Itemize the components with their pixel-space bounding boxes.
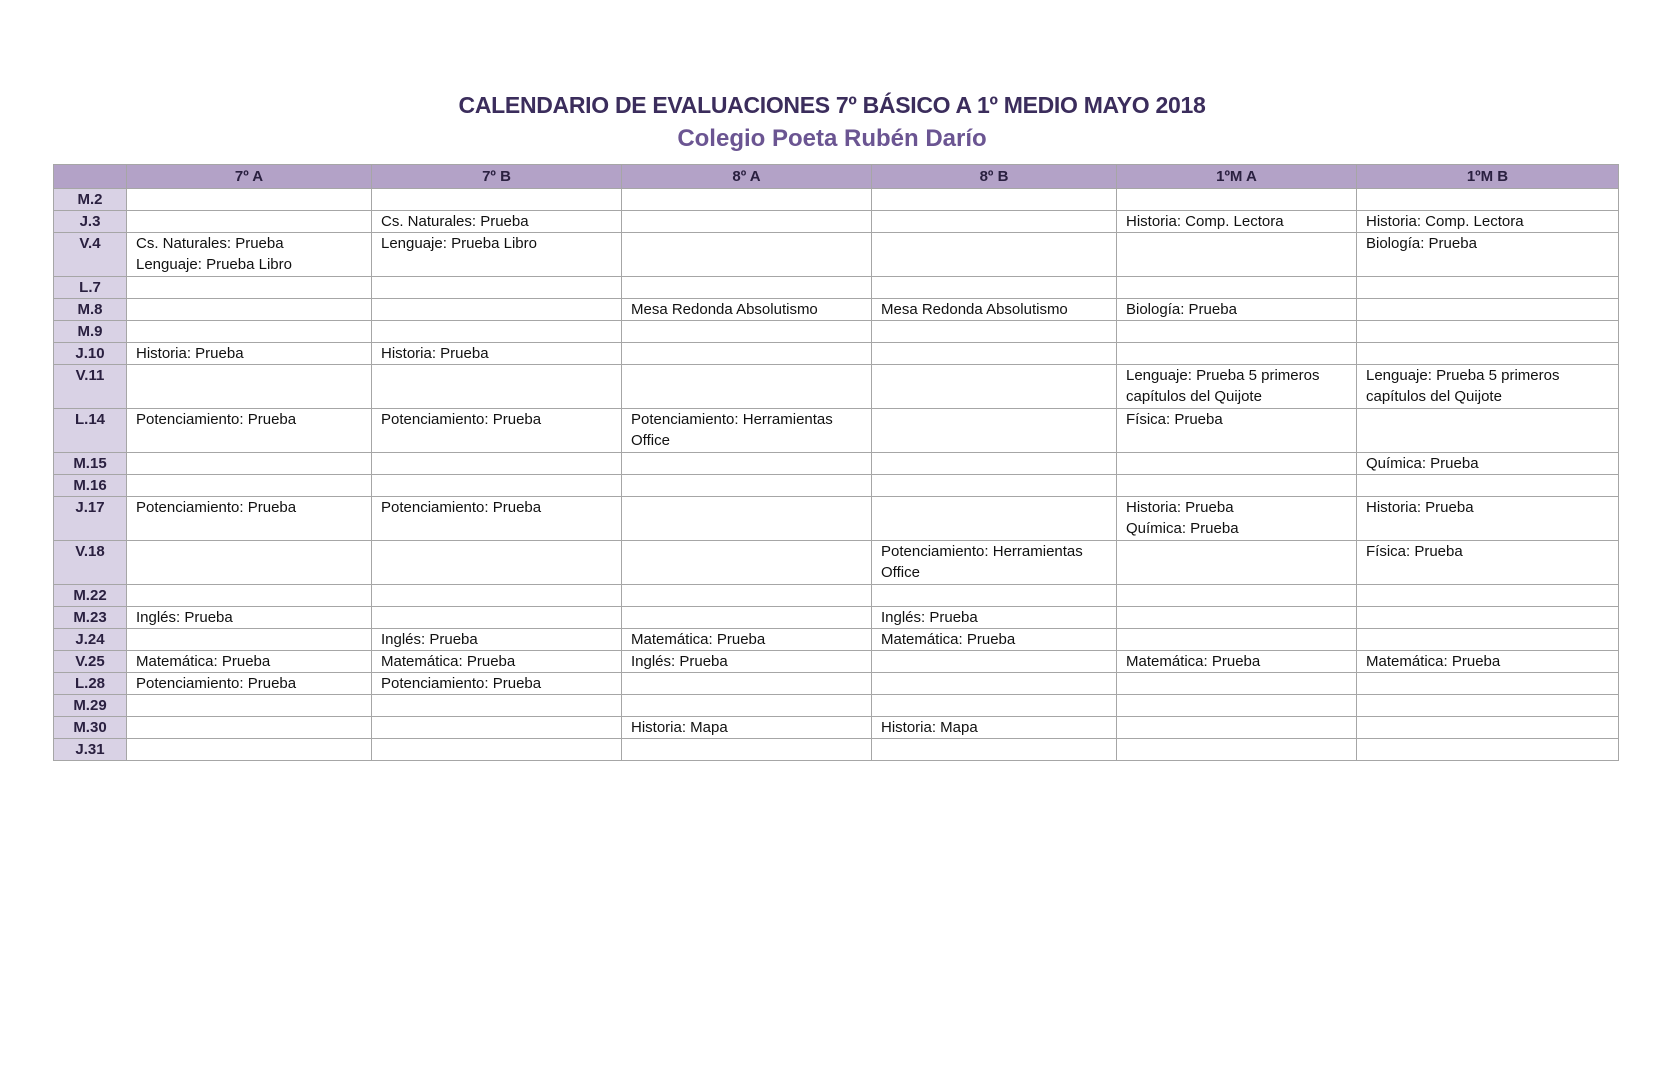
table-row	[54, 739, 1619, 761]
evaluation-cell	[127, 717, 372, 739]
evaluation-cell	[1117, 189, 1357, 211]
day-label-cell: M.2	[54, 189, 127, 211]
evaluation-cell: Potenciamiento: Prueba	[127, 497, 372, 541]
evaluation-cell	[622, 673, 872, 695]
column-header: 1ºM A	[1117, 165, 1357, 189]
table-row	[54, 365, 1619, 409]
evaluation-cell	[1117, 233, 1357, 277]
evaluation-cell	[1117, 673, 1357, 695]
evaluation-cell	[372, 453, 622, 475]
evaluation-cell	[372, 695, 622, 717]
evaluation-cell	[127, 629, 372, 651]
table-header	[54, 165, 1619, 189]
table-row	[54, 651, 1619, 673]
evaluation-cell	[872, 233, 1117, 277]
evaluation-cell	[372, 365, 622, 409]
evaluation-cell	[372, 277, 622, 299]
evaluation-cell	[622, 497, 872, 541]
table-row	[54, 233, 1619, 277]
evaluation-cell	[372, 607, 622, 629]
evaluation-cell	[1357, 277, 1619, 299]
day-label-cell: V.4	[54, 233, 127, 277]
evaluation-cell	[372, 585, 622, 607]
column-header: 1ºM B	[1357, 165, 1619, 189]
evaluation-cell	[1117, 343, 1357, 365]
evaluation-cell: Historia: Prueba	[127, 343, 372, 365]
day-label-cell: M.15	[54, 453, 127, 475]
day-label-cell: J.31	[54, 739, 127, 761]
evaluation-cell	[872, 321, 1117, 343]
evaluation-cell: Inglés: Prueba	[127, 607, 372, 629]
evaluation-cell	[622, 453, 872, 475]
evaluation-cell	[127, 695, 372, 717]
table-row	[54, 673, 1619, 695]
day-label-cell: L.14	[54, 409, 127, 453]
evaluation-cell	[872, 475, 1117, 497]
evaluation-cell	[872, 453, 1117, 475]
evaluation-cell: Cs. Naturales: Prueba Lenguaje: Prueba Libro	[127, 233, 372, 277]
evaluation-cell	[872, 343, 1117, 365]
header-corner-cell	[54, 165, 127, 189]
evaluation-cell	[1117, 629, 1357, 651]
evaluation-cell	[127, 299, 372, 321]
evaluation-cell	[372, 541, 622, 585]
table-row	[54, 717, 1619, 739]
evaluation-cell: Biología: Prueba	[1117, 299, 1357, 321]
evaluation-cell: Historia: Prueba	[1357, 497, 1619, 541]
day-label-cell: M.30	[54, 717, 127, 739]
table-row	[54, 585, 1619, 607]
evaluation-cell: Matemática: Prueba	[622, 629, 872, 651]
table-row	[54, 629, 1619, 651]
day-label-cell: J.17	[54, 497, 127, 541]
evaluation-cell: Matemática: Prueba	[372, 651, 622, 673]
evaluation-cell: Cs. Naturales: Prueba	[372, 211, 622, 233]
evaluation-cell	[1117, 475, 1357, 497]
evaluation-calendar-table-wrapper	[53, 164, 1618, 761]
day-label-cell: J.24	[54, 629, 127, 651]
evaluation-cell	[1357, 299, 1619, 321]
evaluation-cell: Lenguaje: Prueba Libro	[372, 233, 622, 277]
evaluation-cell	[1357, 585, 1619, 607]
table-row	[54, 299, 1619, 321]
evaluation-cell: Matemática: Prueba	[127, 651, 372, 673]
page-subtitle: Colegio Poeta Rubén Darío	[677, 125, 987, 152]
evaluation-cell	[127, 585, 372, 607]
evaluation-cell	[622, 211, 872, 233]
column-header: 7º B	[372, 165, 622, 189]
evaluation-cell	[1117, 453, 1357, 475]
table-row	[54, 189, 1619, 211]
day-label-cell: M.23	[54, 607, 127, 629]
evaluation-cell	[127, 189, 372, 211]
evaluation-cell: Historia: Prueba	[372, 343, 622, 365]
evaluation-cell	[622, 321, 872, 343]
table-row	[54, 541, 1619, 585]
evaluation-cell	[1117, 695, 1357, 717]
evaluation-cell	[872, 739, 1117, 761]
evaluation-cell	[1357, 607, 1619, 629]
evaluation-cell	[127, 277, 372, 299]
evaluation-cell	[622, 607, 872, 629]
evaluation-cell	[1357, 695, 1619, 717]
evaluation-cell: Potenciamiento: Herramientas Office	[872, 541, 1117, 585]
evaluation-cell	[1117, 739, 1357, 761]
evaluation-cell	[622, 277, 872, 299]
evaluation-cell: Mesa Redonda Absolutismo	[622, 299, 872, 321]
evaluation-cell	[622, 189, 872, 211]
day-label-cell: J.10	[54, 343, 127, 365]
table-row	[54, 211, 1619, 233]
evaluation-cell: Mesa Redonda Absolutismo	[872, 299, 1117, 321]
evaluation-cell: Inglés: Prueba	[872, 607, 1117, 629]
evaluation-cell	[127, 739, 372, 761]
evaluation-cell	[1357, 629, 1619, 651]
evaluation-cell: Historia: Mapa	[872, 717, 1117, 739]
evaluation-cell	[372, 717, 622, 739]
evaluation-cell: Lenguaje: Prueba 5 primeros capítulos del Quijote	[1357, 365, 1619, 409]
table-row	[54, 695, 1619, 717]
evaluation-cell: Potenciamiento: Prueba	[372, 409, 622, 453]
column-header: 7º A	[127, 165, 372, 189]
evaluation-cell	[622, 365, 872, 409]
evaluation-calendar-table	[53, 164, 1619, 761]
evaluation-cell	[622, 585, 872, 607]
evaluation-cell	[872, 585, 1117, 607]
evaluation-cell: Potenciamiento: Prueba	[372, 497, 622, 541]
table-row	[54, 343, 1619, 365]
table-row	[54, 321, 1619, 343]
day-label-cell: V.25	[54, 651, 127, 673]
evaluation-cell	[127, 321, 372, 343]
evaluation-cell: Matemática: Prueba	[1117, 651, 1357, 673]
table-body	[54, 189, 1619, 761]
table-row	[54, 475, 1619, 497]
evaluation-cell	[1357, 409, 1619, 453]
evaluation-cell	[872, 409, 1117, 453]
evaluation-cell	[1117, 585, 1357, 607]
evaluation-cell	[1357, 739, 1619, 761]
evaluation-cell: Biología: Prueba	[1357, 233, 1619, 277]
table-row	[54, 607, 1619, 629]
evaluation-cell: Potenciamiento: Prueba	[127, 673, 372, 695]
evaluation-cell	[872, 365, 1117, 409]
evaluation-cell	[872, 211, 1117, 233]
day-label-cell: V.18	[54, 541, 127, 585]
evaluation-cell: Química: Prueba	[1357, 453, 1619, 475]
table-row	[54, 409, 1619, 453]
day-label-cell: M.16	[54, 475, 127, 497]
evaluation-cell	[127, 475, 372, 497]
evaluation-cell	[127, 365, 372, 409]
evaluation-cell	[1117, 607, 1357, 629]
page-title: CALENDARIO DE EVALUACIONES 7º BÁSICO A 1º MEDIO MAYO 2018	[458, 92, 1206, 118]
column-header: 8º B	[872, 165, 1117, 189]
evaluation-cell	[872, 695, 1117, 717]
evaluation-cell	[372, 739, 622, 761]
evaluation-cell: Historia: Prueba Química: Prueba	[1117, 497, 1357, 541]
evaluation-cell	[872, 189, 1117, 211]
table-row	[54, 453, 1619, 475]
day-label-cell: M.9	[54, 321, 127, 343]
day-label-cell: M.29	[54, 695, 127, 717]
day-label-cell: J.3	[54, 211, 127, 233]
evaluation-cell: Inglés: Prueba	[622, 651, 872, 673]
column-header: 8º A	[622, 165, 872, 189]
evaluation-cell: Potenciamiento: Prueba	[372, 673, 622, 695]
evaluation-cell	[872, 673, 1117, 695]
evaluation-cell	[1117, 277, 1357, 299]
evaluation-cell	[1117, 717, 1357, 739]
evaluation-cell: Historia: Mapa	[622, 717, 872, 739]
evaluation-cell	[1357, 343, 1619, 365]
evaluation-cell	[1357, 189, 1619, 211]
evaluation-cell	[127, 453, 372, 475]
evaluation-cell	[127, 541, 372, 585]
evaluation-cell	[1357, 717, 1619, 739]
day-label-cell: M.8	[54, 299, 127, 321]
evaluation-cell	[872, 277, 1117, 299]
evaluation-cell: Potenciamiento: Herramientas Office	[622, 409, 872, 453]
evaluation-cell	[372, 299, 622, 321]
table-row	[54, 497, 1619, 541]
evaluation-cell	[1357, 475, 1619, 497]
evaluation-cell	[1357, 321, 1619, 343]
evaluation-cell	[372, 321, 622, 343]
evaluation-cell: Física: Prueba	[1357, 541, 1619, 585]
evaluation-cell	[622, 475, 872, 497]
evaluation-cell	[622, 541, 872, 585]
evaluation-cell: Matemática: Prueba	[1357, 651, 1619, 673]
evaluation-cell: Historia: Comp. Lectora	[1117, 211, 1357, 233]
evaluation-cell: Matemática: Prueba	[872, 629, 1117, 651]
header-row	[54, 165, 1619, 189]
day-label-cell: L.28	[54, 673, 127, 695]
evaluation-cell	[872, 497, 1117, 541]
day-label-cell: L.7	[54, 277, 127, 299]
evaluation-cell	[622, 233, 872, 277]
day-label-cell: M.22	[54, 585, 127, 607]
evaluation-cell: Física: Prueba	[1117, 409, 1357, 453]
evaluation-cell	[127, 211, 372, 233]
evaluation-cell	[1357, 673, 1619, 695]
evaluation-cell: Potenciamiento: Prueba	[127, 409, 372, 453]
evaluation-cell	[372, 189, 622, 211]
day-label-cell: V.11	[54, 365, 127, 409]
evaluation-cell	[622, 695, 872, 717]
evaluation-cell: Historia: Comp. Lectora	[1357, 211, 1619, 233]
evaluation-cell	[622, 739, 872, 761]
evaluation-cell	[872, 651, 1117, 673]
evaluation-cell	[372, 475, 622, 497]
evaluation-cell	[1117, 321, 1357, 343]
evaluation-cell	[622, 343, 872, 365]
evaluation-cell: Inglés: Prueba	[372, 629, 622, 651]
table-row	[54, 277, 1619, 299]
evaluation-cell: Lenguaje: Prueba 5 primeros capítulos del Quijote	[1117, 365, 1357, 409]
evaluation-cell	[1117, 541, 1357, 585]
